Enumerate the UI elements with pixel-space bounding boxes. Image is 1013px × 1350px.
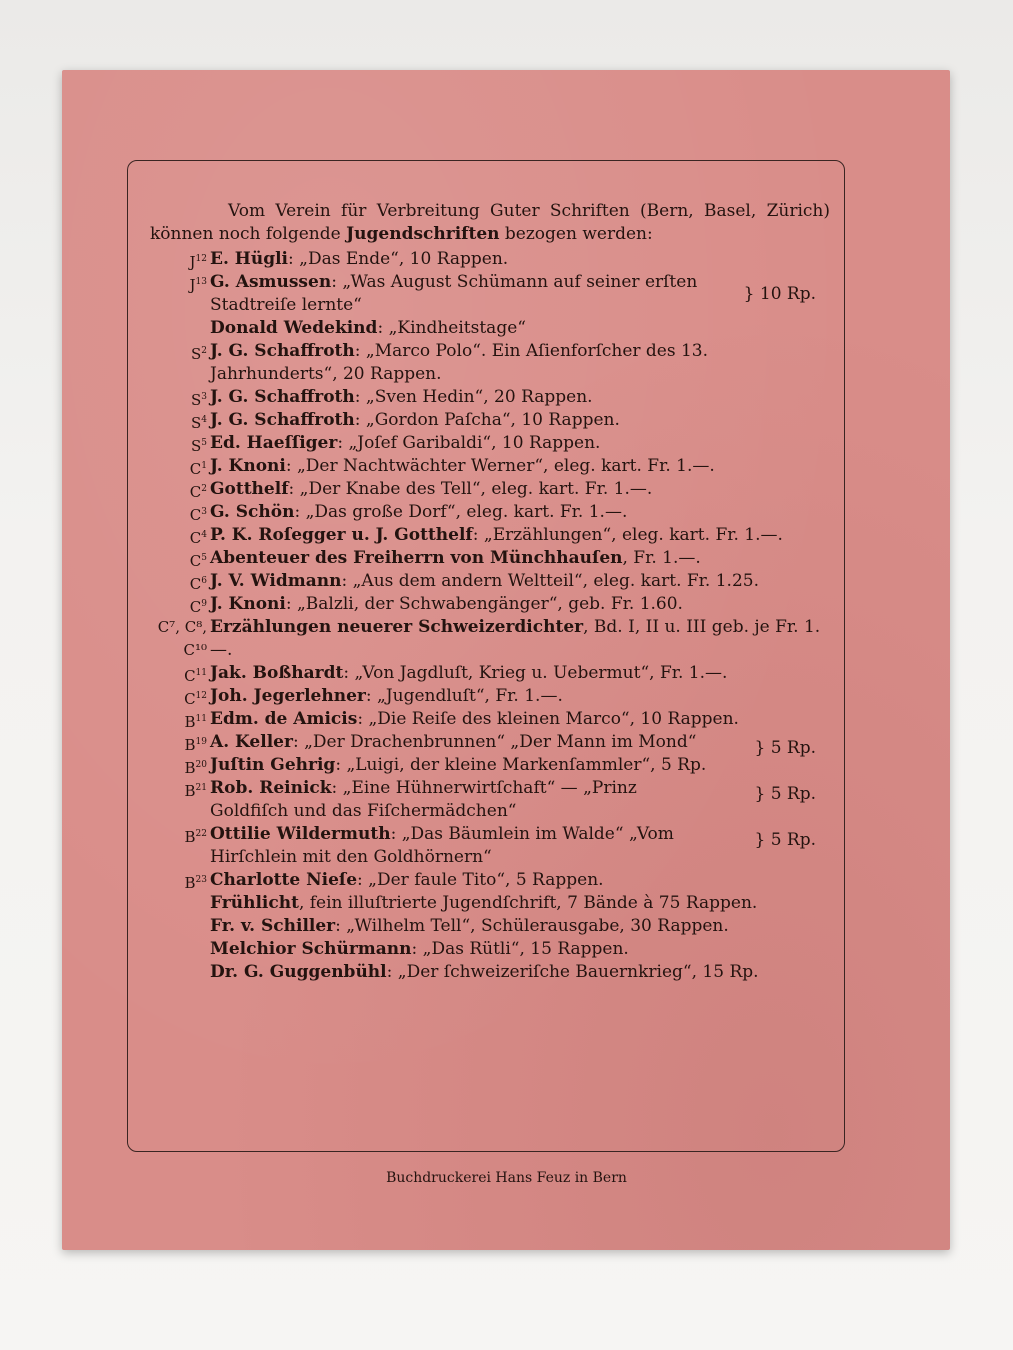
- entry-author: J. V. Widmann: [210, 571, 342, 591]
- entry-author: Charlotte Nieſe: [210, 870, 358, 890]
- catalog-entry: [150, 386, 830, 409]
- catalog-entry: [150, 317, 830, 340]
- intro-text-part2: bezogen werden:: [499, 224, 653, 244]
- entry-code-number: 6: [201, 576, 207, 586]
- entry-author: Juſtin Gehrig: [210, 755, 336, 775]
- entry-code-number: 19: [195, 737, 207, 747]
- entry-code: $C^9$: [189, 598, 207, 616]
- entry-code: $B^{22}$: [184, 828, 207, 846]
- entry-title-price: , fein illuſtrierte Jugendſchrift, 7 Bände à 75 Rappen.: [298, 893, 758, 913]
- catalog-entry: [150, 593, 830, 616]
- entry-code: $C^2$: [189, 483, 207, 501]
- entry-code-number: 21: [195, 783, 207, 793]
- entry-code: $B^{19}$: [184, 736, 207, 754]
- entry-code-number: 9: [201, 599, 207, 609]
- entry-title-price: : „Kindheitstage“: [377, 318, 526, 338]
- catalog-entry: [150, 248, 830, 271]
- entry-code: $B^{11}$: [184, 713, 207, 731]
- entry-code-number: 22: [195, 829, 207, 839]
- entry-code: $S^3$: [190, 391, 207, 409]
- entry-title-price: : „Der Drachenbrunnen“ „Der Mann im Mond“: [292, 732, 697, 752]
- entry-code-number: 3: [201, 392, 207, 402]
- entry-author: G. Asmussen: [210, 272, 332, 292]
- entry-code-number: 13: [195, 277, 207, 287]
- entry-code-number: 11: [195, 714, 207, 724]
- catalog-entry: [150, 869, 830, 892]
- entry-title-price: : „Balzli, der Schwabengänger“, geb. Fr. 1.60.: [285, 594, 683, 614]
- entry-list: [150, 248, 830, 984]
- entry-title-price: : „Der Knabe des Tell“, eleg. kart. Fr. 1.—.: [288, 479, 653, 499]
- catalog-entry: [150, 754, 830, 777]
- catalog-entry: [150, 662, 830, 685]
- entry-author: J. G. Schaffroth: [210, 410, 355, 430]
- catalog-entry: [150, 432, 830, 455]
- entry-code: C⁷, C⁸, C¹⁰: [157, 618, 207, 659]
- catalog-entry: [150, 478, 830, 501]
- catalog-text: [150, 200, 830, 984]
- intro-paragraph: [150, 200, 830, 246]
- catalog-entry: [150, 501, 830, 524]
- entry-code-number: 5: [201, 438, 207, 448]
- entry-code-number: 3: [201, 507, 207, 517]
- catalog-entry: [150, 547, 830, 570]
- entry-author: Fr. v. Schiller: [210, 916, 336, 936]
- catalog-entry: [150, 777, 830, 823]
- entry-code: $C^1$: [189, 460, 207, 478]
- entry-title-price: : „Das Ende“, 10 Rappen.: [288, 249, 509, 269]
- entry-code-number: 2: [201, 346, 207, 356]
- entry-code: $C^6$: [189, 575, 207, 593]
- entry-code: $B^{23}$: [184, 874, 207, 892]
- entry-author: A. Keller: [210, 732, 293, 752]
- catalog-entry: [150, 340, 830, 386]
- entry-title-price: : „Aus dem andern Weltteil“, eleg. kart. Fr. 1.25.: [341, 571, 759, 591]
- entry-code: $S^5$: [190, 437, 207, 455]
- entry-code-number: 4: [201, 530, 207, 540]
- catalog-entry: [150, 271, 830, 317]
- catalog-entry: [150, 823, 830, 869]
- brace-price-label: } 5 Rp.: [754, 738, 816, 758]
- entry-title-price: : „Das große Dorf“, eleg. kart. Fr. 1.—.: [294, 502, 628, 522]
- entry-title-price: : „Luigi, der kleine Markenſammler“, 5 Rp.: [335, 755, 707, 775]
- entry-code-number: 12: [195, 254, 207, 264]
- entry-author: Ottilie Wildermuth: [210, 824, 391, 844]
- entry-author: J. G. Schaffroth: [210, 387, 355, 407]
- catalog-entry: [150, 915, 830, 938]
- entry-author: Frühlicht: [210, 893, 299, 913]
- entry-author: Jak. Boßhardt: [210, 663, 344, 683]
- entry-title-price: : „Marco Polo“. Ein Aſienforſcher des 13. Jahrhunderts“, 20 Rappen.: [210, 341, 709, 384]
- entry-code: $C^{11}$: [184, 667, 207, 685]
- entry-title-price: , Fr. 1.—.: [622, 548, 701, 568]
- entry-title-price: : „Der ſchweizeriſche Bauernkrieg“, 15 Rp.: [386, 962, 759, 982]
- entry-code-number: 11: [195, 668, 207, 678]
- entry-title-price: : „Der Nachtwächter Werner“, eleg. kart. Fr. 1.—.: [285, 456, 715, 476]
- entry-title-price: : „Eine Hühnerwirtſchaft“ — „Prinz Goldfiſch und das Fiſchermädchen“: [210, 778, 637, 821]
- catalog-entry: [150, 708, 830, 731]
- entry-author: Abenteuer des Freiherrn von Münchhauſen: [210, 548, 623, 568]
- entry-title-price: : „Joſef Garibaldi“, 10 Rappen.: [337, 433, 601, 453]
- entry-title-price: : „Sven Hedin“, 20 Rappen.: [354, 387, 593, 407]
- entry-code-number: 20: [195, 760, 207, 770]
- entry-author: J. Knoni: [210, 456, 286, 476]
- entry-code: $S^2$: [190, 345, 207, 363]
- brace-price-label: } 5 Rp.: [754, 784, 816, 804]
- catalog-entry: [150, 892, 830, 915]
- entry-author: Melchior Schürmann: [210, 939, 412, 959]
- entry-code: $C^4$: [189, 529, 207, 547]
- entry-code-number: 12: [195, 691, 207, 701]
- catalog-entry: [150, 570, 830, 593]
- entry-author: J. G. Schaffroth: [210, 341, 355, 361]
- entry-code-number: 5: [201, 553, 207, 563]
- entry-code: $B^{20}$: [184, 759, 207, 777]
- entry-title-price: : „Wilhelm Tell“, Schülerausgabe, 30 Rappen.: [335, 916, 729, 936]
- entry-title-price: : „Gordon Paſcha“, 10 Rappen.: [354, 410, 620, 430]
- entry-code: $S^4$: [190, 414, 207, 432]
- entry-author: Donald Wedekind: [210, 318, 378, 338]
- intro-bold-word: Jugendschriften: [346, 224, 500, 244]
- catalog-entry: [150, 731, 830, 758]
- entry-author: G. Schön: [210, 502, 295, 522]
- entry-title-price: : „Das Rütli“, 15 Rappen.: [411, 939, 629, 959]
- entry-title-price: : „Der faule Tito“, 5 Rappen.: [357, 870, 604, 890]
- catalog-entry: [150, 409, 830, 432]
- intro-text-part1: Vom Verein für Verbreitung Guter Schriften (Bern, Basel, Zürich) können noch folgende: [150, 201, 830, 244]
- entry-code-number: 4: [201, 415, 207, 425]
- entry-title-price: : „Jugendluſt“, Fr. 1.—.: [365, 686, 563, 706]
- catalog-entry: [150, 685, 830, 708]
- entry-title-price: : „Von Jagdluſt, Krieg u. Uebermut“, Fr. 1.—.: [343, 663, 728, 683]
- entry-title-price: : „Erzählungen“, eleg. kart. Fr. 1.—.: [472, 525, 783, 545]
- catalog-entry: [150, 455, 830, 478]
- catalog-entry: [150, 938, 830, 961]
- catalog-entry: [150, 961, 830, 984]
- entry-code: $C^5$: [189, 552, 207, 570]
- entry-title-price: : „Was August Schümann auf seiner erſten Stadtreiſe lernte“: [210, 272, 698, 315]
- entry-author: Edm. de Amicis: [210, 709, 358, 729]
- entry-author: E. Hügli: [210, 249, 289, 269]
- entry-code: $J^{12}$: [189, 253, 207, 271]
- entry-author: Gotthelf: [210, 479, 289, 499]
- entry-author: Dr. G. Guggenbühl: [210, 962, 387, 982]
- entry-title-price: , Bd. I, II u. III geb. je Fr. 1.—.: [210, 617, 821, 660]
- entry-author: J. Knoni: [210, 594, 286, 614]
- entry-title-price: : „Das Bäumlein im Walde“ „Vom Hirſchlein mit den Goldhörnern“: [210, 824, 674, 867]
- entry-author: Erzählungen neuerer Schweizerdichter: [210, 617, 584, 637]
- entry-code-number: 2: [201, 484, 207, 494]
- entry-author: Rob. Reinick: [210, 778, 332, 798]
- brace-price-label: } 5 Rp.: [754, 830, 816, 850]
- entry-code: $J^{13}$: [189, 276, 207, 294]
- entry-author: P. K. Roſegger u. J. Gotthelf: [210, 525, 473, 545]
- catalog-entry: [150, 524, 830, 547]
- entry-title-price: : „Die Reiſe des kleinen Marco“, 10 Rappen.: [357, 709, 739, 729]
- entry-code: $B^{21}$: [184, 782, 207, 800]
- entry-author: Ed. Haeſſiger: [210, 433, 338, 453]
- entry-code-number: 1: [201, 461, 207, 471]
- printer-imprint: Buchdruckerei Hans Feuz in Bern: [386, 1170, 627, 1186]
- entry-code: $C^3$: [189, 506, 207, 524]
- entry-author: Joh. Jegerlehner: [210, 686, 366, 706]
- brace-price-label: } 10 Rp.: [743, 284, 816, 304]
- catalog-entry: [150, 616, 830, 662]
- entry-code-number: 23: [195, 875, 207, 885]
- entry-code: $C^{12}$: [184, 690, 207, 708]
